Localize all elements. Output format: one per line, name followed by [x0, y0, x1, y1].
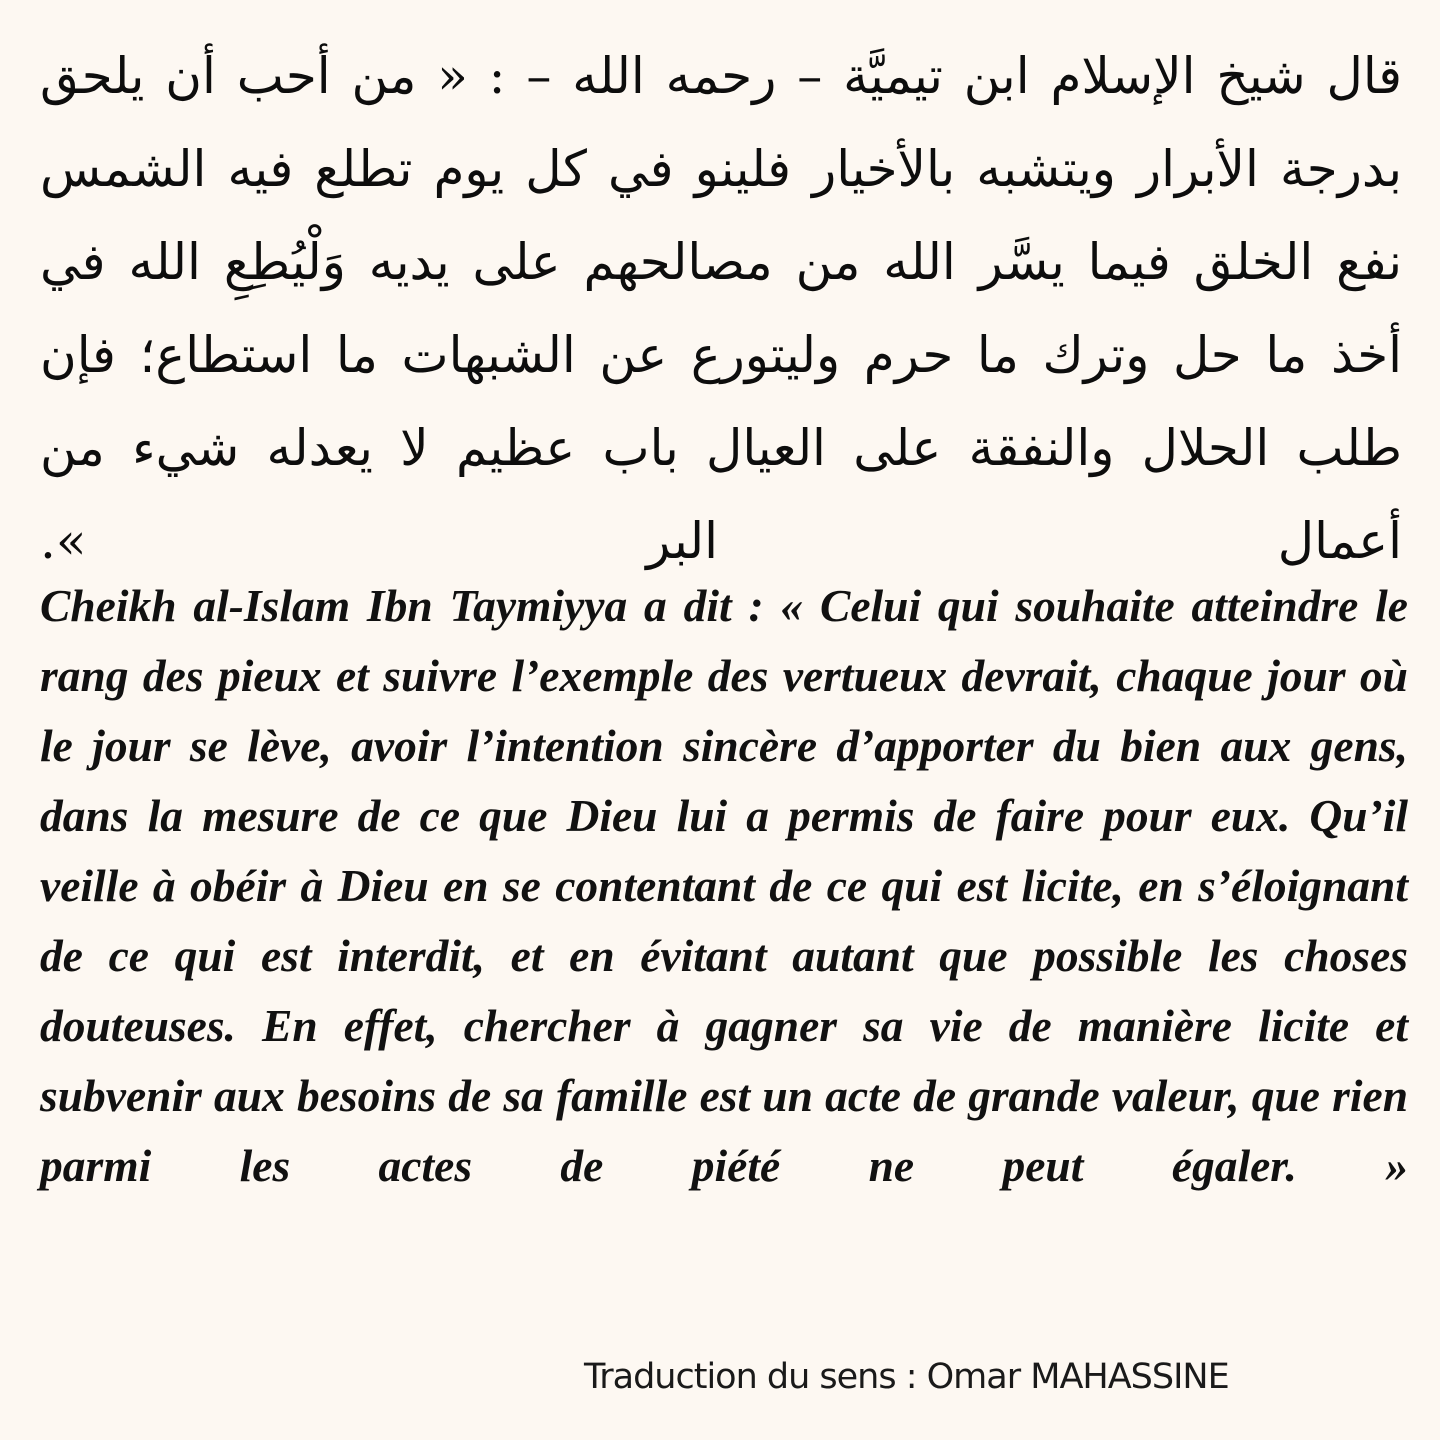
arabic-quote-text: قال شيخ الإسلام ابن تيميَّة – رحمه الله – : « من أحب أن يلحق بدرجة الأبرار ويتشبه بالأخيار فلينو في كل يوم تطلع فيه الشمس نفع الخلق فيما يسَّر الله من مصالحهم على يديه وَلْيُطِعِ الله في أخذ ما حل وترك ما حرم وليتورع عن الشبهات ما استطاع؛ فإن طلب الحلال والنفقة على العيال باب عظيم لا يعدله شيء من أعمال البر ». — [40, 47, 1402, 570]
french-translation-text: Cheikh al-Islam Ibn Taymiyya a dit : « Celui qui souhaite atteindre le rang des pieux et suivre l’exemple des vertueux devrait, chaque jour où le jour se lève, avoir l’intention sincère d’apporter du bien aux gens, dans la mesure de ce que Dieu lui a permis de faire pour eux. Qu’il veille à obéir à Dieu en se contentant de ce qui est licite, en s’éloignant de ce qui est interdit, et en évitant autant que possible les choses douteuses. En effet, chercher à gagner sa vie de manière licite et subvenir aux besoins de sa famille est un acte de grande valeur, que rien parmi les actes de piété ne peut égaler. » — [40, 580, 1408, 1191]
translator-credit: Traduction du sens : Omar MAHASSINE — [584, 1357, 1229, 1397]
